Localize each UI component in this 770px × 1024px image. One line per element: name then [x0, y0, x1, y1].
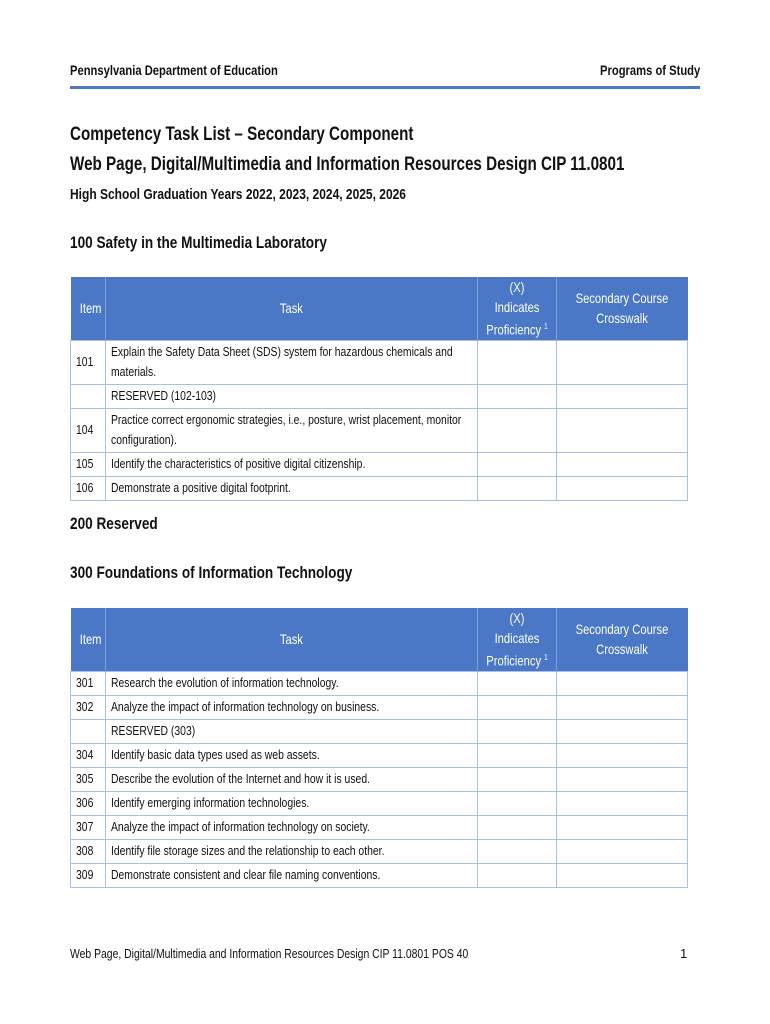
table-row	[71, 671, 688, 695]
section-heading-100: 100 Safety in the Multimedia Laboratory	[70, 233, 327, 252]
task-description: Identify file storage sizes and the relationship to each other.	[106, 839, 478, 863]
column-header-item: Item	[71, 608, 106, 671]
task-description: Describe the evolution of the Internet and how it is used.	[106, 767, 478, 791]
crosswalk-cell	[557, 476, 688, 500]
table-row	[71, 815, 688, 839]
item-number: 307	[71, 815, 106, 839]
table-header-row	[71, 608, 688, 671]
footer-document-name: Web Page, Digital/Multimedia and Information Resources Design CIP 11.0801 POS 40	[70, 946, 469, 961]
column-header-item: Item	[71, 277, 106, 340]
task-description: Explain the Safety Data Sheet (SDS) system for hazardous chemicals and materials.	[106, 340, 478, 384]
task-table-100	[70, 277, 688, 501]
task-description: Identify basic data types used as web assets.	[106, 743, 478, 767]
proficiency-cell	[478, 767, 557, 791]
table-row	[71, 719, 688, 743]
crosswalk-cell	[557, 815, 688, 839]
header-organization: Pennsylvania Department of Education	[70, 62, 278, 78]
table-row	[71, 384, 688, 408]
section-heading-300: 300 Foundations of Information Technology	[70, 563, 353, 582]
item-number: 101	[71, 340, 106, 384]
graduation-years: High School Graduation Years 2022, 2023, 2024, 2025, 2026	[70, 186, 406, 203]
crosswalk-cell	[557, 719, 688, 743]
proficiency-cell	[478, 839, 557, 863]
table-row	[71, 476, 688, 500]
crosswalk-cell	[557, 791, 688, 815]
proficiency-cell	[478, 815, 557, 839]
crosswalk-cell	[557, 743, 688, 767]
crosswalk-cell	[557, 863, 688, 887]
crosswalk-cell	[557, 695, 688, 719]
item-number: 104	[71, 408, 106, 452]
column-header-crosswalk: Secondary Course Crosswalk	[557, 608, 688, 671]
table-row	[71, 408, 688, 452]
proficiency-cell	[478, 384, 557, 408]
section-heading-200: 200 Reserved	[70, 514, 158, 533]
proficiency-cell	[478, 476, 557, 500]
crosswalk-cell	[557, 408, 688, 452]
task-description: Identify the characteristics of positive digital citizenship.	[106, 452, 478, 476]
task-description: Identify emerging information technologies.	[106, 791, 478, 815]
crosswalk-cell	[557, 384, 688, 408]
table-row	[71, 791, 688, 815]
task-description: Practice correct ergonomic strategies, i.e., posture, wrist placement, monitor configuration).	[106, 408, 478, 452]
column-header-proficiency: (X) Indicates Proficiency $^1$	[478, 277, 557, 340]
table-row	[71, 743, 688, 767]
table-row	[71, 863, 688, 887]
item-number: 302	[71, 695, 106, 719]
task-description: Analyze the impact of information technology on business.	[106, 695, 478, 719]
item-number: 304	[71, 743, 106, 767]
header-program: Programs of Study	[599, 62, 700, 78]
table-header-row	[71, 277, 688, 340]
item-number: 106	[71, 476, 106, 500]
crosswalk-cell	[557, 452, 688, 476]
item-number	[71, 384, 106, 408]
proficiency-cell	[478, 340, 557, 384]
task-description: Demonstrate consistent and clear file naming conventions.	[106, 863, 478, 887]
footer-page-number: 1	[680, 946, 688, 961]
task-description: RESERVED (303)	[106, 719, 478, 743]
document-title: Competency Task List – Secondary Component	[70, 124, 414, 145]
proficiency-cell	[478, 791, 557, 815]
task-description: RESERVED (102-103)	[106, 384, 478, 408]
crosswalk-cell	[557, 767, 688, 791]
column-header-proficiency: (X) Indicates Proficiency $^1$	[478, 608, 557, 671]
program-title: Web Page, Digital/Multimedia and Information Resources Design CIP 11.0801	[70, 154, 625, 175]
proficiency-cell	[478, 719, 557, 743]
task-description: Demonstrate a positive digital footprint.	[106, 476, 478, 500]
table-row	[71, 340, 688, 384]
table-row	[71, 695, 688, 719]
proficiency-cell	[478, 695, 557, 719]
item-number: 305	[71, 767, 106, 791]
table-row	[71, 452, 688, 476]
crosswalk-cell	[557, 340, 688, 384]
page-header	[70, 62, 700, 89]
proficiency-cell	[478, 671, 557, 695]
item-number: 308	[71, 839, 106, 863]
proficiency-cell	[478, 408, 557, 452]
task-description: Research the evolution of information technology.	[106, 671, 478, 695]
item-number: 301	[71, 671, 106, 695]
proficiency-cell	[478, 452, 557, 476]
task-description: Analyze the impact of information technology on society.	[106, 815, 478, 839]
table-row	[71, 767, 688, 791]
item-number: 306	[71, 791, 106, 815]
column-header-task: Task	[106, 277, 478, 340]
column-header-crosswalk: Secondary Course Crosswalk	[557, 277, 688, 340]
proficiency-cell	[478, 743, 557, 767]
proficiency-cell	[478, 863, 557, 887]
column-header-task: Task	[106, 608, 478, 671]
table-row	[71, 839, 688, 863]
task-table-300	[70, 608, 688, 888]
crosswalk-cell	[557, 839, 688, 863]
item-number: 309	[71, 863, 106, 887]
crosswalk-cell	[557, 671, 688, 695]
item-number	[71, 719, 106, 743]
item-number: 105	[71, 452, 106, 476]
